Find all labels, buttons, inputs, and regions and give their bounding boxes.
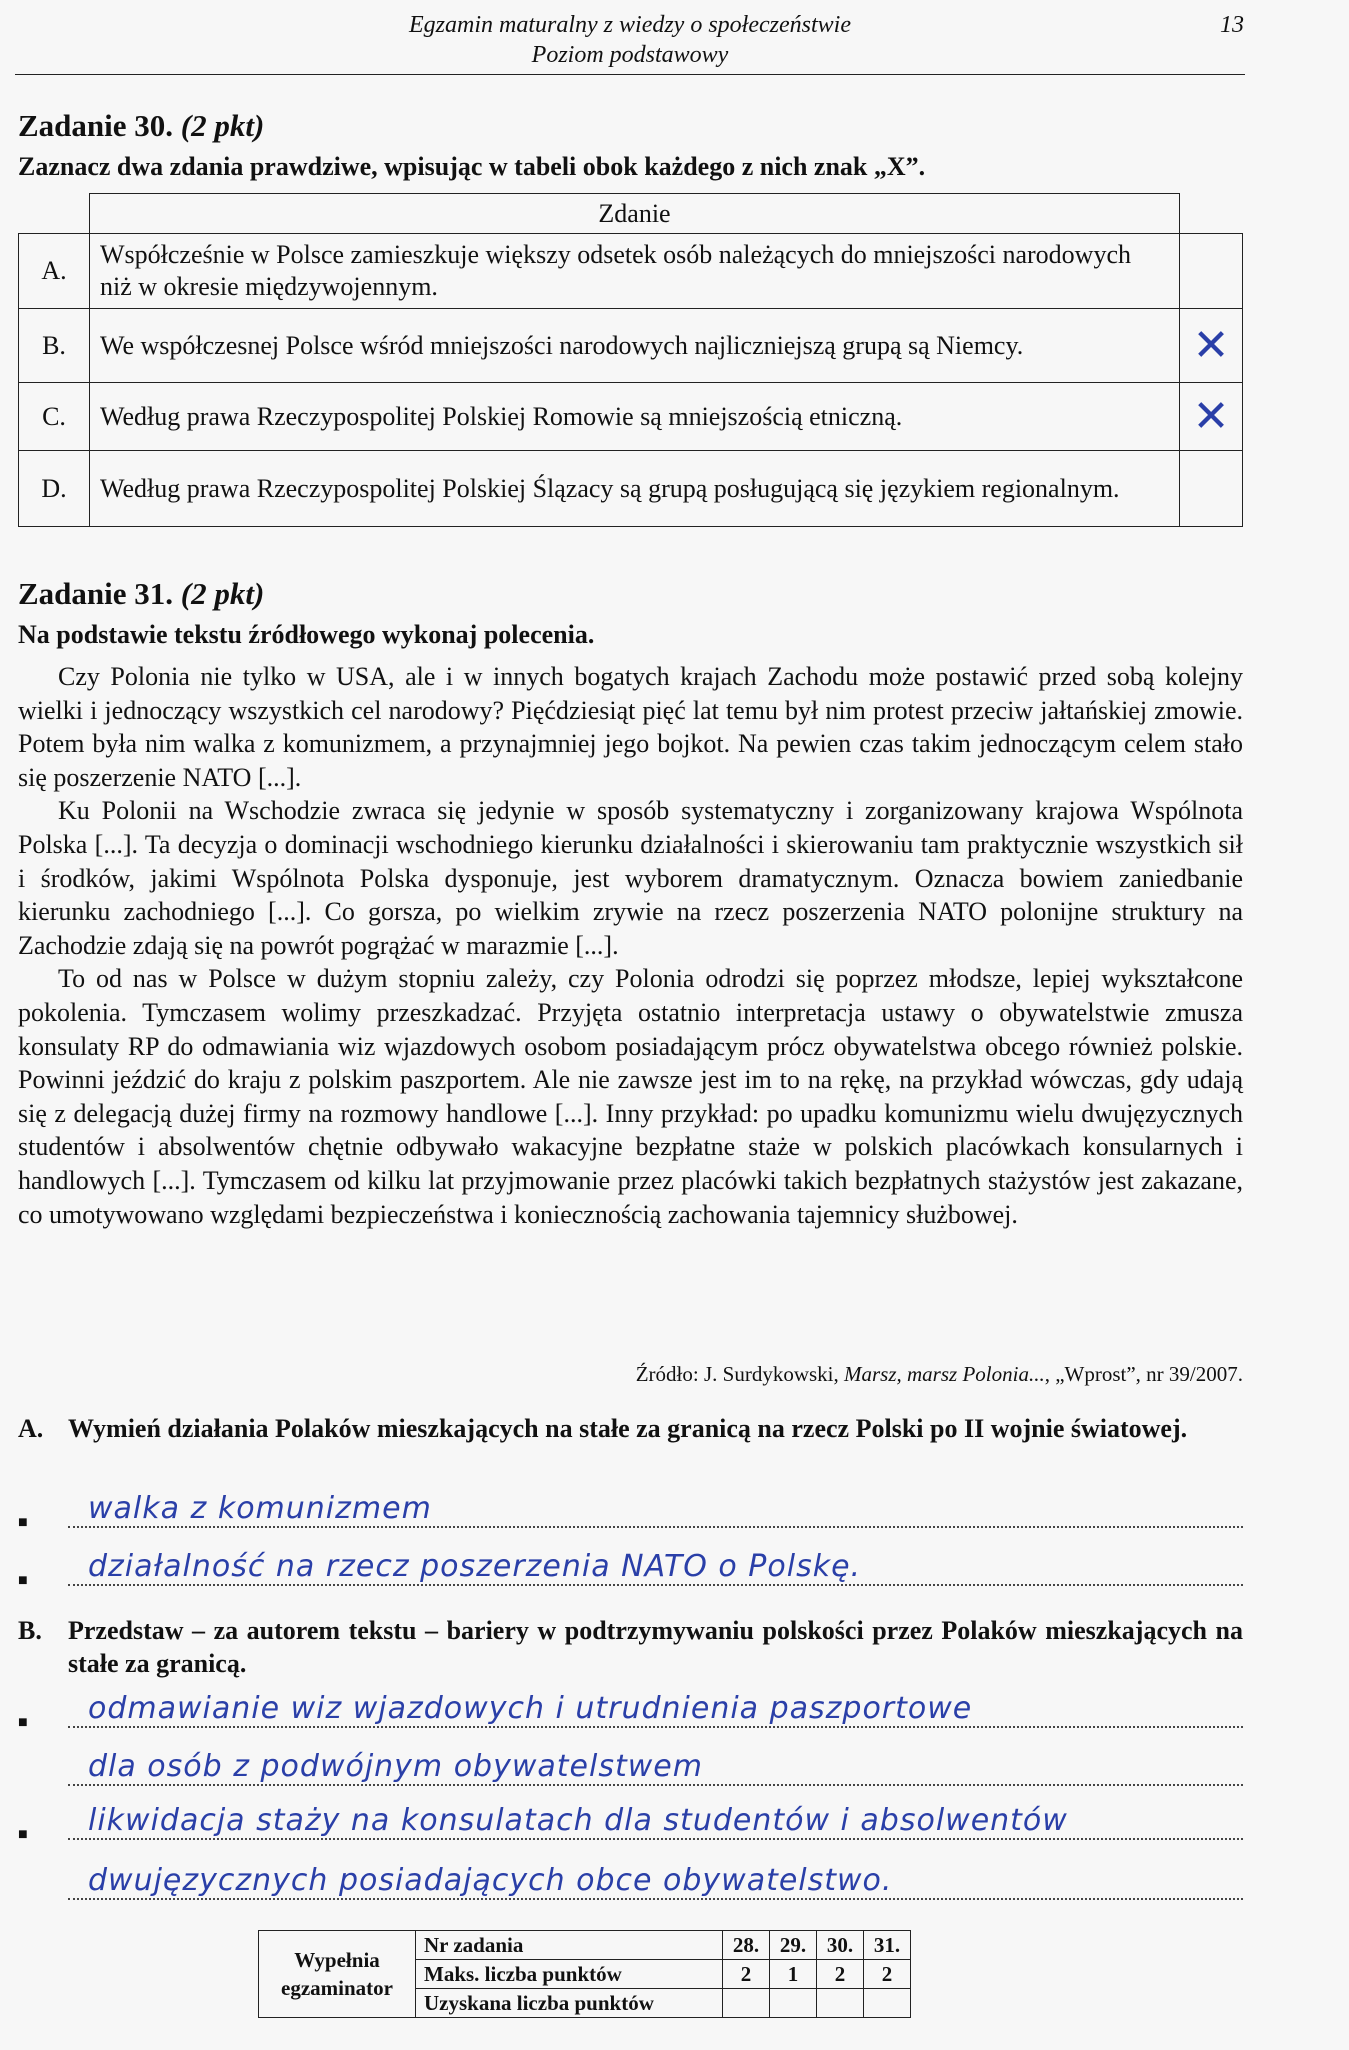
task30-title-text: Zadanie 30. — [18, 108, 174, 143]
bullet-icon: ■ — [18, 1714, 28, 1731]
task30-points: (2 pkt) — [180, 108, 265, 143]
answer-mark-cell[interactable]: ✕ — [1180, 309, 1243, 383]
statement-row — [19, 451, 1243, 527]
answer-mark-cell[interactable] — [1180, 451, 1243, 527]
statement-text: Według prawa Rzeczypospolitej Polskiej Romowie są mniejszością etniczną. — [90, 383, 1180, 451]
handwritten-answer: walka z komunizmem — [88, 1491, 432, 1526]
task30-title — [18, 108, 264, 144]
answer-line[interactable] — [18, 1491, 1243, 1534]
examiner-label: Wypełnia egzaminator — [259, 1931, 416, 2018]
obtained-points-cell[interactable] — [770, 1989, 817, 2018]
handwritten-answer: dwujęzycznych posiadających obce obywatelstwo. — [88, 1863, 893, 1898]
answer-mark-cell[interactable] — [1180, 234, 1243, 309]
max-points: 1 — [770, 1960, 817, 1989]
statement-letter: D. — [19, 451, 90, 527]
task31-title-text: Zadanie 31. — [18, 576, 174, 611]
statement-row — [19, 309, 1243, 383]
source-title: Marsz, marsz Polonia... — [844, 1362, 1045, 1386]
header-divider — [15, 74, 1245, 75]
handwritten-answer: odmawianie wiz wjazdowych i utrudnienia paszportowe — [88, 1691, 973, 1726]
exam-title: Egzamin maturalny z wiedzy o społeczeństwie — [409, 12, 851, 38]
obtained-points-cell[interactable] — [723, 1989, 770, 2018]
task-number: 30. — [817, 1931, 864, 1960]
statement-letter: C. — [19, 383, 90, 451]
obtained-points-cell[interactable] — [817, 1989, 864, 2018]
source-paragraph: To od nas w Polsce w dużym stopniu zależy, czy Polonia odrodzi się poprzez młodsze, lepiej wykształcone pokolenia. Tymczasem wolimy przeszkadzać. Przyjęta ostatnio interpretacja ustawy o obywatelstwie zmusza konsulaty RP do odmawiania wiz wjazdowych osobom posiadającym prócz obywatelstwa obcego również polskie. Powinni jeździć do kraju z polskim paszportem. Ale nie zawsze jest im to na rękę, na przykład wówczas, gdy udają się z delegacją dużej firmy na rozmowy handlowe [...]. Inny przykład: po upadku komunizmu wielu dwujęzycznych studentów i absolwentów chętnie odbywało wakacyjne bezpłatne staże w polskich placówkach konsularnych i handlowych [...]. Tymczasem od kilku lat przyjmowanie przez placówki takich bezpłatnych stażystów jest zakazane, co umotywowano względami bezpieczeństwa i koniecznością zachowania tajemnicy służbowej. — [18, 964, 1243, 1229]
source-paragraph: Ku Polonii na Wschodzie zwraca się jedynie w sposób systematyczny i zorganizowany krajowa Wspólnota Polska [...]. Ta decyzja o dominacji wschodniego kierunku działalności i skierowaniu tam praktycznie wszystkich sił i środków, jakimi Wspólnota Polska dysponuje, jest wyborem dramatycznym. Oznacza bowiem zaniedbanie kierunku zachodniego [...]. Co gorsza, po wielkim zrywie na rzecz poszerzenia NATO polonijne struktury na Zachodzie zdają się na powrót pogrążać w marazmie [...]. — [18, 796, 1243, 960]
obtained-points-caption: Uzyskana liczba punktów — [416, 1989, 723, 2018]
bullet-icon: ■ — [18, 1572, 28, 1589]
question-letter: A. — [18, 1414, 44, 1443]
task-number: 28. — [723, 1931, 770, 1960]
question-letter: B. — [18, 1616, 42, 1645]
task31-title — [18, 576, 264, 612]
statement-row — [19, 383, 1243, 451]
statement-text: Współcześnie w Polsce zamieszkuje większy odsetek osób należących do mniejszości narodowych niż w okresie międzywojennym. — [90, 234, 1180, 309]
statement-text: We współczesnej Polsce wśród mniejszości narodowych najliczniejszą grupą są Niemcy. — [90, 309, 1180, 383]
column-header: Zdanie — [90, 194, 1180, 234]
task-number: 31. — [864, 1931, 911, 1960]
statement-letter: B. — [19, 309, 90, 383]
max-points-caption: Maks. liczba punktów — [416, 1960, 723, 1989]
obtained-points-cell[interactable] — [864, 1989, 911, 2018]
question-text: Przedstaw – za autorem tekstu – bariery w podtrzymywaniu polskości przez Polaków mieszkających na stałe za granicą. — [68, 1616, 1243, 1678]
page-number: 13 — [1220, 12, 1244, 38]
task-number-caption: Nr zadania — [416, 1931, 723, 1960]
source-citation: Źródło: J. Surdykowski, Marsz, marsz Polonia..., „Wprost”, nr 39/2007. — [635, 1362, 1243, 1386]
answer-line[interactable] — [18, 1749, 1243, 1792]
handwritten-answer: działalność na rzecz poszerzenia NATO o Polskę. — [88, 1549, 862, 1584]
max-points: 2 — [817, 1960, 864, 1989]
task30-table — [18, 193, 1243, 527]
task31-instruction: Na podstawie tekstu źródłowego wykonaj polecenia. — [18, 620, 595, 649]
answer-line[interactable] — [18, 1549, 1243, 1592]
answer-line[interactable] — [18, 1863, 1243, 1906]
source-paragraph: Czy Polonia nie tylko w USA, ale i w innych bogatych krajach Zachodu może postawić przed sobą kolejny wielki i jednoczący wszystkich cel narodowy? Pięćdziesiąt pięć lat temu był nim protest przeciw jałtańskiej zmowie. Potem była nim walka z komunizmem, a przynajmniej jego bojkot. Na pewien czas takim jednoczącym celem stało się poszerzenie NATO [...]. — [18, 662, 1243, 792]
max-points: 2 — [864, 1960, 911, 1989]
question-b — [18, 1614, 1243, 1680]
task31-points: (2 pkt) — [180, 576, 265, 611]
answer-line[interactable] — [18, 1803, 1243, 1846]
question-a — [18, 1412, 1243, 1445]
bullet-icon: ■ — [18, 1514, 28, 1531]
task30-instruction: Zaznacz dwa zdania prawdziwe, wpisując w tabeli obok każdego z nich znak „X”. — [18, 152, 926, 181]
exam-level: Poziom podstawowy — [531, 42, 729, 68]
statement-letter: A. — [19, 234, 90, 309]
statement-row — [19, 234, 1243, 309]
handwritten-answer: dla osób z podwójnym obywatelstwem — [88, 1749, 703, 1784]
handwritten-answer: likwidacja staży na konsulatach dla studentów i absolwentów — [88, 1803, 1068, 1838]
page-header — [0, 12, 1349, 82]
examiner-score-table — [258, 1930, 911, 2018]
statement-text: Według prawa Rzeczypospolitej Polskiej Ślązacy są grupą posługującą się językiem regionalnym. — [90, 451, 1180, 527]
answer-mark-cell[interactable]: ✕ — [1180, 383, 1243, 451]
answer-line[interactable] — [18, 1691, 1243, 1734]
task-number: 29. — [770, 1931, 817, 1960]
source-text — [18, 660, 1243, 1231]
question-text: Wymień działania Polaków mieszkających na stałe za granicą na rzecz Polski po II wojnie światowej. — [68, 1414, 1188, 1443]
bullet-icon: ■ — [18, 1826, 28, 1843]
max-points: 2 — [723, 1960, 770, 1989]
